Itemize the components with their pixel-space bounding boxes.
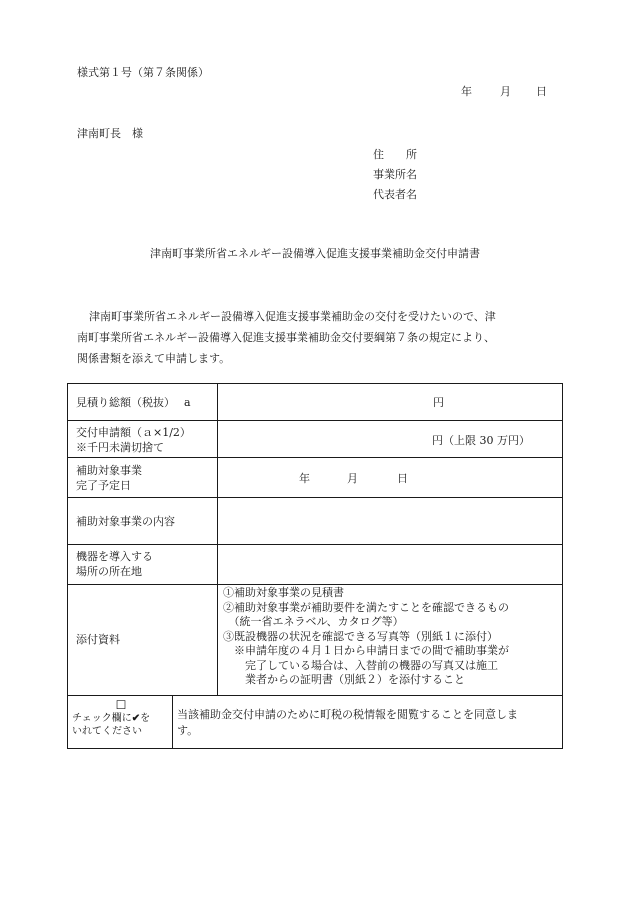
row-divider (68, 695, 562, 696)
attachments-label: 添付資料 (76, 633, 120, 646)
application-statement (77, 306, 553, 369)
consent-caption-pre: チェック欄に (72, 713, 132, 724)
attachment-note: 完了している場合は、入替前の機器の写真又は施工 (223, 658, 498, 672)
document-title: 津南町事業所省エネルギー設備導入促進支援事業補助金交付申請書 (150, 247, 480, 260)
date-year-label: 年 (461, 85, 472, 98)
check-mark-icon: ✔ (131, 713, 141, 724)
request-amount-note: ※千円未満切捨て (76, 441, 164, 454)
request-amount-label-line1: 交付申請額（ａ×1/2） (76, 426, 191, 439)
row-divider (68, 584, 562, 585)
attachment-item: （統一省エネラベル、カタログ等） (223, 615, 404, 628)
completion-date-label-line1: 補助対象事業 (76, 464, 142, 477)
request-amount-value-field[interactable]: 円（上限 30 万円） (432, 434, 530, 447)
attachment-note: ※申請年度の４月１日から申請日までの間で補助事業が (223, 644, 509, 657)
request-amount-label (76, 425, 191, 455)
attachment-item: ①補助対象事業の見積書 (223, 586, 344, 599)
completion-date-label (76, 463, 142, 493)
consent-check-cell (72, 698, 170, 738)
applicant-address-label: 住 所 (373, 148, 417, 161)
consent-check-caption (72, 712, 170, 725)
installation-location-label-line2: 場所の所在地 (76, 565, 142, 578)
column-divider (217, 384, 218, 695)
consent-caption-post: を (140, 713, 151, 724)
form-number: 様式第１号（第７条関係） (77, 66, 209, 79)
consent-text-line1: 当該補助金交付申請のために町税の税情報を閲覧することを同意しま (177, 708, 518, 721)
row-divider (68, 457, 562, 458)
row-divider (68, 544, 562, 545)
completion-year-field[interactable]: 年 (299, 472, 310, 485)
project-content-field[interactable] (220, 500, 560, 542)
completion-day-field[interactable]: 日 (397, 472, 408, 485)
statement-line-1: 津南町事業所省エネルギー設備導入促進支援事業補助金の交付を受けたいので、津 (89, 310, 496, 323)
row-divider (68, 420, 562, 421)
estimate-value-field[interactable]: 円 (433, 396, 444, 409)
completion-date-label-line2: 完了予定日 (76, 479, 131, 492)
consent-check-caption-line2: いれてください (72, 726, 142, 737)
applicant-representative-label: 代表者名 (373, 188, 417, 201)
attachments-list (223, 586, 509, 688)
estimate-label: 見積り総額（税抜） a (76, 396, 191, 409)
date-month-label: 月 (500, 85, 511, 98)
consent-checkbox[interactable]: ☐ (115, 698, 127, 712)
attachment-item: ②補助対象事業が補助要件を満たすことを確認できるもの (223, 600, 509, 614)
application-form-table (67, 383, 563, 749)
addressee: 津南町長 様 (77, 127, 143, 140)
consent-text-line2: す。 (177, 724, 199, 737)
row-divider (68, 497, 562, 498)
installation-location-label-line1: 機器を導入する (76, 550, 153, 563)
column-divider (172, 695, 173, 749)
installation-location-label (76, 549, 153, 579)
project-content-label: 補助対象事業の内容 (76, 515, 175, 528)
statement-line-3: 関係書類を添えて申請します。 (77, 352, 231, 365)
completion-month-field[interactable]: 月 (347, 472, 358, 485)
attachment-item: ③既設機器の状況を確認できる写真等（別紙１に添付） (223, 629, 498, 643)
date-day-label: 日 (536, 85, 547, 98)
statement-line-2: 南町事業所省エネルギー設備導入促進支援事業補助金交付要綱第７条の規定により、 (77, 331, 495, 344)
consent-text (177, 707, 518, 739)
attachment-note: 業者からの証明書（別紙２）を添付すること (223, 673, 465, 686)
applicant-office-label: 事業所名 (373, 168, 417, 181)
